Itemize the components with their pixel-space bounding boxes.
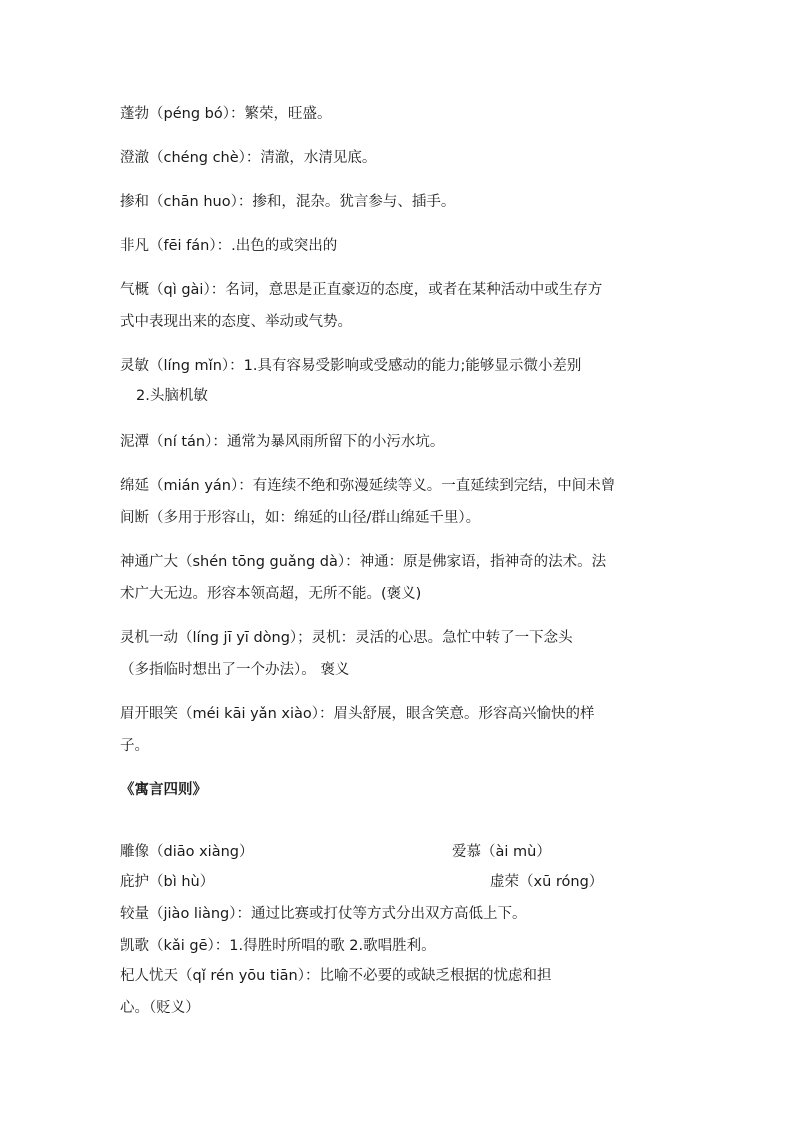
entry-chengche: 澄澈（chéng chè）：清澈，水清见底。 bbox=[120, 150, 377, 166]
entry-qigai-cont: 式中表现出来的态度、举动或气势。 bbox=[120, 314, 352, 330]
entry-qigai: 气概（qì gài）：名词，意思是正直豪迈的态度，或者在某种活动中或生存方 bbox=[120, 282, 603, 298]
entry-lingmin: 灵敏（líng mǐn）：1.具有容易受影响或受感动的能力;能够显示微小差别 bbox=[120, 358, 582, 374]
entry-aimu: 爱慕（ài mù） bbox=[452, 844, 551, 860]
entry-shentong-cont: 术广大无边。形容本领高超，无所不能。(褒义) bbox=[120, 586, 422, 602]
entry-lingmin-cont: 2.头脑机敏 bbox=[136, 388, 208, 404]
entry-penbo: 蓬勃（péng bó）：繁荣，旺盛。 bbox=[120, 106, 332, 122]
entry-qiren: 杞人忧天（qǐ rén yōu tiān）：比喻不必要的或缺乏根据的忧虑和担 bbox=[120, 968, 552, 984]
entry-diaoxiang: 雕像（diāo xiàng） bbox=[120, 844, 254, 860]
entry-chanhuo: 掺和（chān huo）：掺和，混杂。犹言参与、插手。 bbox=[120, 194, 456, 210]
entry-meikai-cont: 子。 bbox=[120, 738, 149, 754]
entry-jiaoliang: 较量（jiào liàng）：通过比赛或打仗等方式分出双方高低上下。 bbox=[120, 906, 527, 922]
entry-nitan: 泥潭（ní tán）：通常为暴风雨所留下的小污水坑。 bbox=[120, 434, 445, 450]
entry-lingji-cont: （多指临时想出了一个办法）。 褒义 bbox=[120, 662, 350, 678]
section-title: 《寓言四则》 bbox=[120, 782, 207, 798]
entry-meikai: 眉开眼笑（méi kāi yǎn xiào）：眉头舒展，眼含笑意。形容高兴愉快的样 bbox=[120, 706, 595, 722]
entry-mianyan: 绵延（mián yán）：有连续不绝和弥漫延续等义。一直延续到完结，中间未曾 bbox=[120, 478, 616, 494]
entry-mianyan-cont: 间断（多用于形容山，如：绵延的山径/群山绵延千里）。 bbox=[120, 510, 481, 526]
entry-lingji: 灵机一动（líng jī yī dòng）；灵机：灵活的心思。急忙中转了一下念头 bbox=[120, 630, 573, 646]
entry-xurong: 虚荣（xū róng） bbox=[490, 874, 604, 890]
entry-feifan: 非凡（fēi fán）：.出色的或突出的 bbox=[120, 238, 338, 254]
entry-bihu: 庇护（bì hù） bbox=[120, 874, 215, 890]
entry-kaige: 凯歌（kǎi gē）：1.得胜时所唱的歌 2.歌唱胜利。 bbox=[120, 938, 436, 954]
entry-shentong: 神通广大（shén tōng guǎng dà）：神通：原是佛家语，指神奇的法术。法 bbox=[120, 554, 607, 570]
entry-qiren-cont: 心。（贬义） bbox=[120, 1000, 200, 1016]
